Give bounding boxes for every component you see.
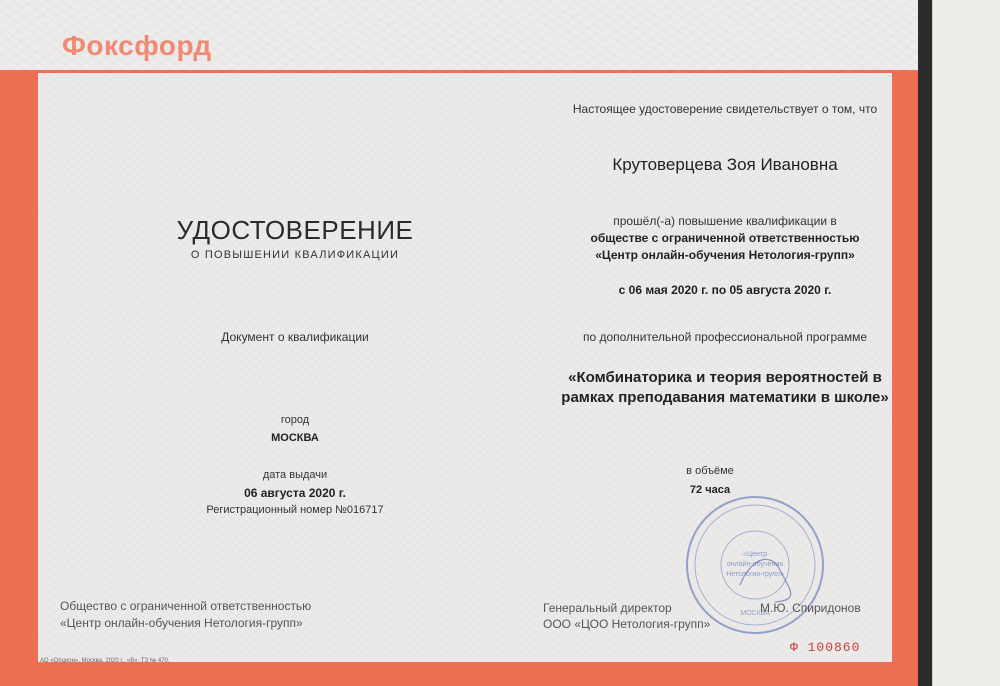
frame-left-border xyxy=(0,70,38,686)
director-org: ООО «ЦОО Нетология-групп» xyxy=(543,617,711,631)
study-dates: с 06 мая 2020 г. по 05 августа 2020 г. xyxy=(618,283,832,297)
director-name: М.Ю. Спиридонов xyxy=(760,601,861,615)
volume-label: в объёме xyxy=(686,465,734,477)
serial-number: Ф 100860 xyxy=(790,640,861,655)
issuer-org-line-1: Общество с ограниченной ответственностью xyxy=(60,599,312,613)
certificate-subtitle: О ПОВЫШЕНИИ КВАЛИФИКАЦИИ xyxy=(190,249,400,261)
qualification-line-3: «Центр онлайн-обучения Нетология-групп» xyxy=(595,248,855,262)
issuer-org-line-2: «Центр онлайн-обучения Нетология-групп» xyxy=(60,616,303,630)
svg-text:онлайн-обучения: онлайн-обучения xyxy=(726,561,784,568)
foxford-logo: Фоксфорд xyxy=(62,30,212,61)
certificate-title: УДОСТОВЕРЕНИЕ xyxy=(176,215,414,245)
qualification-statement xyxy=(560,213,890,264)
city-label: город xyxy=(280,414,310,426)
binding-strip xyxy=(918,0,932,686)
city-value: МОСКВА xyxy=(271,432,319,444)
print-info: АО «Опцион», Москва, 2020 г., «В». ТЗ № 470. xyxy=(40,658,170,664)
program-label: по дополнительной профессиональной программе xyxy=(582,330,868,344)
program-title: «Комбинаторика и теория вероятностей в рамках преподавания математики в школе» xyxy=(561,369,889,406)
svg-text:Нетология-групп»: Нетология-групп» xyxy=(726,571,784,578)
svg-text:«Центр: «Центр xyxy=(743,551,767,558)
volume-value: 72 часа xyxy=(689,484,731,496)
qualification-line-1: прошёл(-а) повышение квалификации в xyxy=(613,214,837,228)
qualification-line-2: обществе с ограниченной ответственностью xyxy=(590,231,860,245)
holder-name: Крутоверцева Зоя Ивановна xyxy=(612,155,838,174)
next-page-edge xyxy=(932,0,1000,686)
document-type: Документ о квалификации xyxy=(221,330,369,344)
registration-number: Регистрационный номер №016717 xyxy=(206,504,384,516)
intro-text: Настоящее удостоверение свидетельствует о том, что xyxy=(572,102,878,116)
frame-bottom-border xyxy=(0,662,922,686)
director-title: Генеральный директор xyxy=(543,601,672,615)
svg-text:МОСКВА: МОСКВА xyxy=(740,610,770,617)
issue-date-value: 06 августа 2020 г. xyxy=(244,486,346,500)
issue-date-label: дата выдачи xyxy=(262,469,328,481)
